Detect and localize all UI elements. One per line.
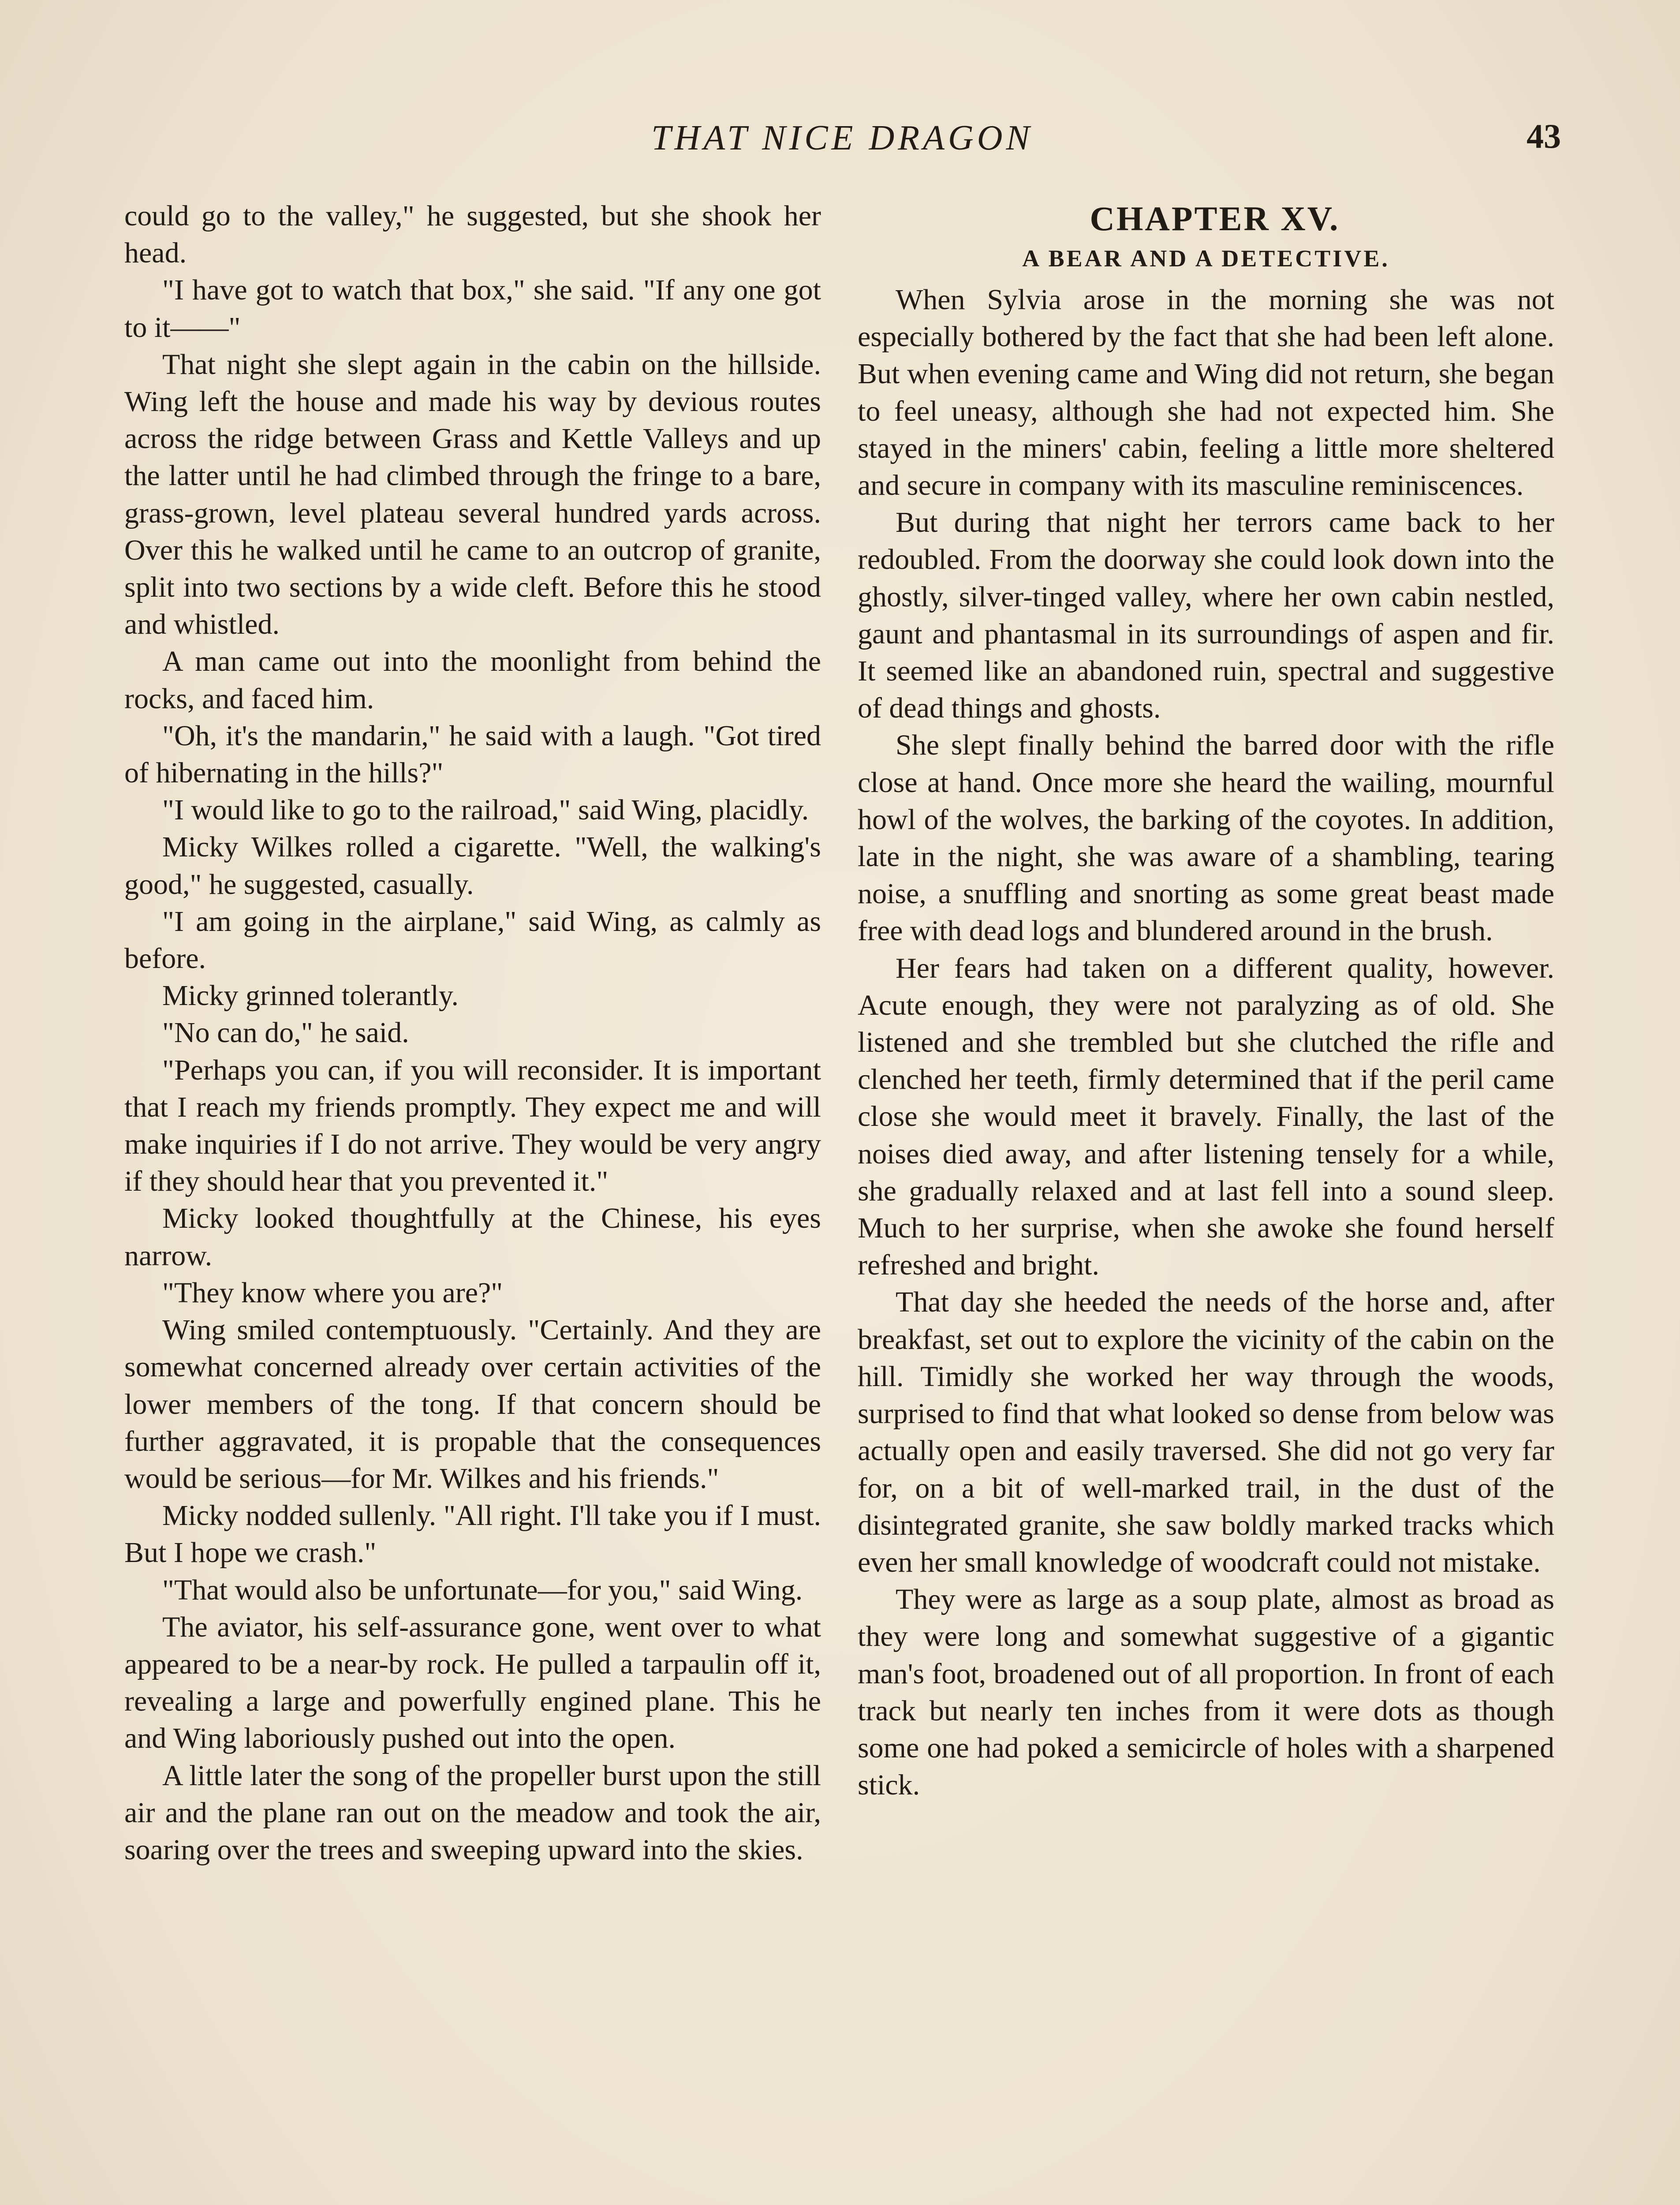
chapter-subtitle: A BEAR AND A DETECTIVE.	[1022, 245, 1390, 272]
chapter-title: CHAPTER XV.	[1090, 199, 1340, 238]
paragraph: Micky grinned tolerantly.	[162, 979, 459, 1012]
right-column	[858, 198, 1554, 1804]
page-number: 43	[1527, 117, 1561, 155]
paragraph: "I have got to watch that box," she said. "If any one got to it——"	[124, 274, 821, 344]
paragraph: The aviator, his self-assurance gone, went over to what appeared to be a near-by rock. He pulled a tarpaulin off it, revealing a large and powerfully engined plane. This he and Wing laboriously pushed out into the open.	[124, 1611, 821, 1755]
paragraph: Micky Wilkes rolled a cigarette. "Well, the walking's good," he suggested, casually.	[124, 831, 821, 901]
paragraph: She slept finally behind the barred door with the rifle close at hand. Once more she heard the wailing, mournful howl of the wolves, the barking of the coyotes. In addition, late in the night, she was aware of a shambling, tearing noise, a snuffling and snorting as some great beast made free with dead logs and blundered around in the brush.	[858, 729, 1554, 947]
paragraph: A man came out into the moonlight from behind the rocks, and faced him.	[124, 645, 821, 715]
paragraph: "Perhaps you can, if you will reconsider. It is important that I reach my friends promptly. They expect me and will make inquiries if I do not arrive. They would be very angry if they should hear that you prevented it."	[124, 1054, 821, 1198]
paragraph: "I would like to go to the railroad," said Wing, placidly.	[162, 794, 809, 826]
paragraph: That day she heeded the needs of the horse and, after breakfast, set out to explore the vicinity of the cabin on the hill. Timidly she worked her way through the woods, surprised to find that what looked so dense from below was actually open and easily traversed. She did not go very far for, on a bit of well-marked trail, in the dust of the disintegrated granite, she saw boldly marked tracks which even her small knowledge of woodcraft could not mistake.	[858, 1286, 1554, 1578]
paragraph: That night she slept again in the cabin on the hillside. Wing left the house and made his way by devious routes across the ridge between Grass and Kettle Valleys and up the latter until he had climbed through the fringe to a bare, grass-grown, level plateau several hundred yards across. Over this he walked until he came to an outcrop of granite, split into two sections by a wide cleft. Before this he stood and whistled.	[124, 348, 821, 641]
running-head: THAT NICE DRAGON	[651, 119, 1033, 157]
paragraph: When Sylvia arose in the morning she was not especially bothered by the fact that she had been left alone. But when evening came and Wing did not return, she began to feel uneasy, although she had not expected him. She stayed in the miners' cabin, feeling a little more sheltered and secure in company with its masculine reminiscences.	[858, 284, 1554, 502]
paragraph: A little later the song of the propeller burst upon the still air and the plane ran out on the meadow and took the air, soaring over the trees and sweeping upward into the skies.	[124, 1759, 821, 1866]
paragraph: Micky looked thoughtfully at the Chinese, his eyes narrow.	[124, 1202, 821, 1272]
paragraph: Wing smiled contemptuously. "Certainly. And they are somewhat concerned already over certain activities of the lower members of the tong. If that concern should be further aggravated, it is propable that the consequences would be serious—for Mr. Wilkes and his friends."	[124, 1314, 821, 1495]
paragraph: Micky nodded sullenly. "All right. I'll take you if I must. But I hope we crash."	[124, 1499, 821, 1569]
paragraph: "That would also be unfortunate—for you," said Wing.	[162, 1573, 803, 1606]
left-column	[124, 198, 821, 1869]
paragraph: They were as large as a soup plate, almost as broad as they were long and somewhat suggestive of a gigantic man's foot, broadened out of all proportion. In front of each track but nearly ten inches from it were dots as though some one had poked a semicircle of holes with a sharpened stick.	[858, 1583, 1554, 1801]
paragraph: "No can do," he said.	[162, 1017, 409, 1049]
paragraph: "Oh, it's the mandarin," he said with a laugh. "Got tired of hibernating in the hills?"	[124, 719, 821, 789]
paragraph: could go to the valley," he suggested, but she shook her head.	[124, 200, 821, 269]
paragraph: "I am going in the airplane," said Wing, as calmly as before.	[124, 905, 821, 975]
paragraph: "They know where you are?"	[162, 1276, 503, 1309]
paragraph: But during that night her terrors came back to her redoubled. From the doorway she could look down into the ghostly, silver-tinged valley, where her own cabin nestled, gaunt and phantasmal in its surroundings of aspen and fir. It seemed like an abandoned ruin, spectral and suggestive of dead things and ghosts.	[858, 506, 1554, 725]
paragraph: Her fears had taken on a different quality, however. Acute enough, they were not paralyzing as of old. She listened and she trembled but she clutched the rifle and clenched her teeth, firmly determined that if the peril came close she would meet it bravely. Finally, the last of the noises died away, and after listening tensely for a while, she gradually relaxed and at last fell into a sound sleep. Much to her surprise, when she awoke she found herself refreshed and bright.	[858, 952, 1554, 1282]
